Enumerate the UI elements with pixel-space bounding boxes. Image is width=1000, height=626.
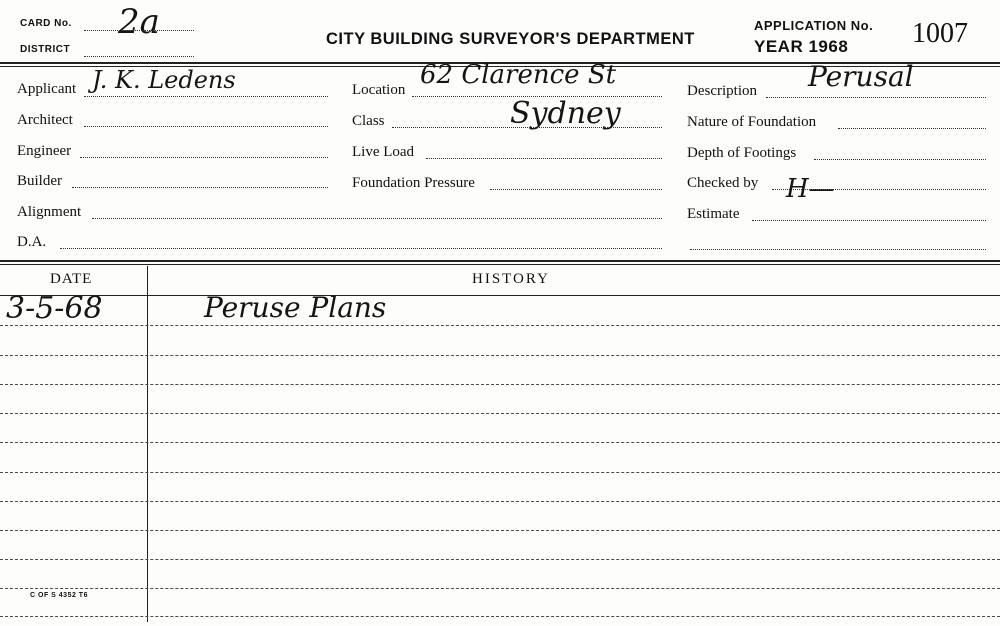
- applicant-line: [84, 96, 328, 97]
- district-line: [84, 56, 194, 57]
- date-column-header: DATE: [50, 271, 93, 287]
- description-value: Perusal: [808, 60, 914, 93]
- district-label: DISTRICT: [20, 44, 71, 55]
- nature-of-foundation-label: Nature of Foundation: [687, 114, 817, 130]
- live-load-label: Live Load: [352, 144, 415, 160]
- architect-label: Architect: [17, 112, 73, 128]
- depth-of-footings-label: Depth of Footings: [687, 145, 797, 161]
- class-line: [392, 127, 662, 128]
- description-label: Description: [687, 83, 757, 99]
- history-entry-date: 3-5-68: [6, 291, 103, 326]
- form-code: C OF S 4352 T6: [30, 592, 88, 599]
- applicant-label: Applicant: [17, 81, 77, 97]
- checked-by-value: H—: [786, 174, 835, 204]
- history-rule: [0, 325, 1000, 326]
- history-rule: [0, 588, 1000, 589]
- history-column-header: HISTORY: [472, 271, 550, 287]
- da-label: D.A.: [17, 234, 47, 250]
- card-no-label: CARD No.: [20, 18, 72, 29]
- history-rule: [0, 355, 1000, 356]
- date-column-divider: [147, 266, 148, 622]
- builder-line: [72, 187, 328, 188]
- history-rule: [0, 442, 1000, 443]
- live-load-line: [426, 158, 662, 159]
- history-rule: [0, 501, 1000, 502]
- year-label: YEAR 1968: [754, 37, 849, 56]
- history-rule: [0, 559, 1000, 560]
- architect-line: [84, 126, 328, 127]
- location-label: Location: [352, 82, 406, 98]
- card-no-line: [84, 30, 194, 31]
- location-value: 62 Clarence St: [420, 60, 617, 90]
- history-divider: [0, 260, 1000, 262]
- department-title: CITY BUILDING SURVEYOR'S DEPARTMENT: [326, 30, 695, 48]
- description-line: [766, 97, 986, 98]
- history-header-rule: [0, 295, 1000, 296]
- extra-line: [690, 249, 986, 250]
- foundation-pressure-label: Foundation Pressure: [352, 175, 475, 191]
- class-label: Class: [352, 113, 385, 129]
- alignment-label: Alignment: [17, 204, 82, 220]
- builder-label: Builder: [17, 173, 62, 189]
- applicant-value: J. K. Ledens: [92, 66, 236, 94]
- history-rule: [0, 472, 1000, 473]
- checked-by-label: Checked by: [687, 175, 759, 191]
- history-rule: [0, 616, 1000, 617]
- da-line: [60, 248, 662, 249]
- history-rule: [0, 384, 1000, 385]
- engineer-line: [80, 157, 328, 158]
- history-rule: [0, 413, 1000, 414]
- foundation-pressure-line: [490, 189, 662, 190]
- card-no-value: 2a: [118, 2, 160, 42]
- nature-of-foundation-line: [838, 128, 986, 129]
- depth-of-footings-line: [814, 159, 986, 160]
- alignment-line: [92, 218, 662, 219]
- engineer-label: Engineer: [17, 143, 72, 159]
- application-no-label: APPLICATION No.: [754, 18, 874, 33]
- application-number: 1007: [912, 18, 968, 49]
- history-rule: [0, 530, 1000, 531]
- estimate-label: Estimate: [687, 206, 740, 222]
- history-entry-text: Peruse Plans: [204, 291, 387, 324]
- history-divider-thin: [0, 264, 1000, 265]
- estimate-line: [752, 220, 986, 221]
- location-value-line2: Sydney: [510, 96, 621, 131]
